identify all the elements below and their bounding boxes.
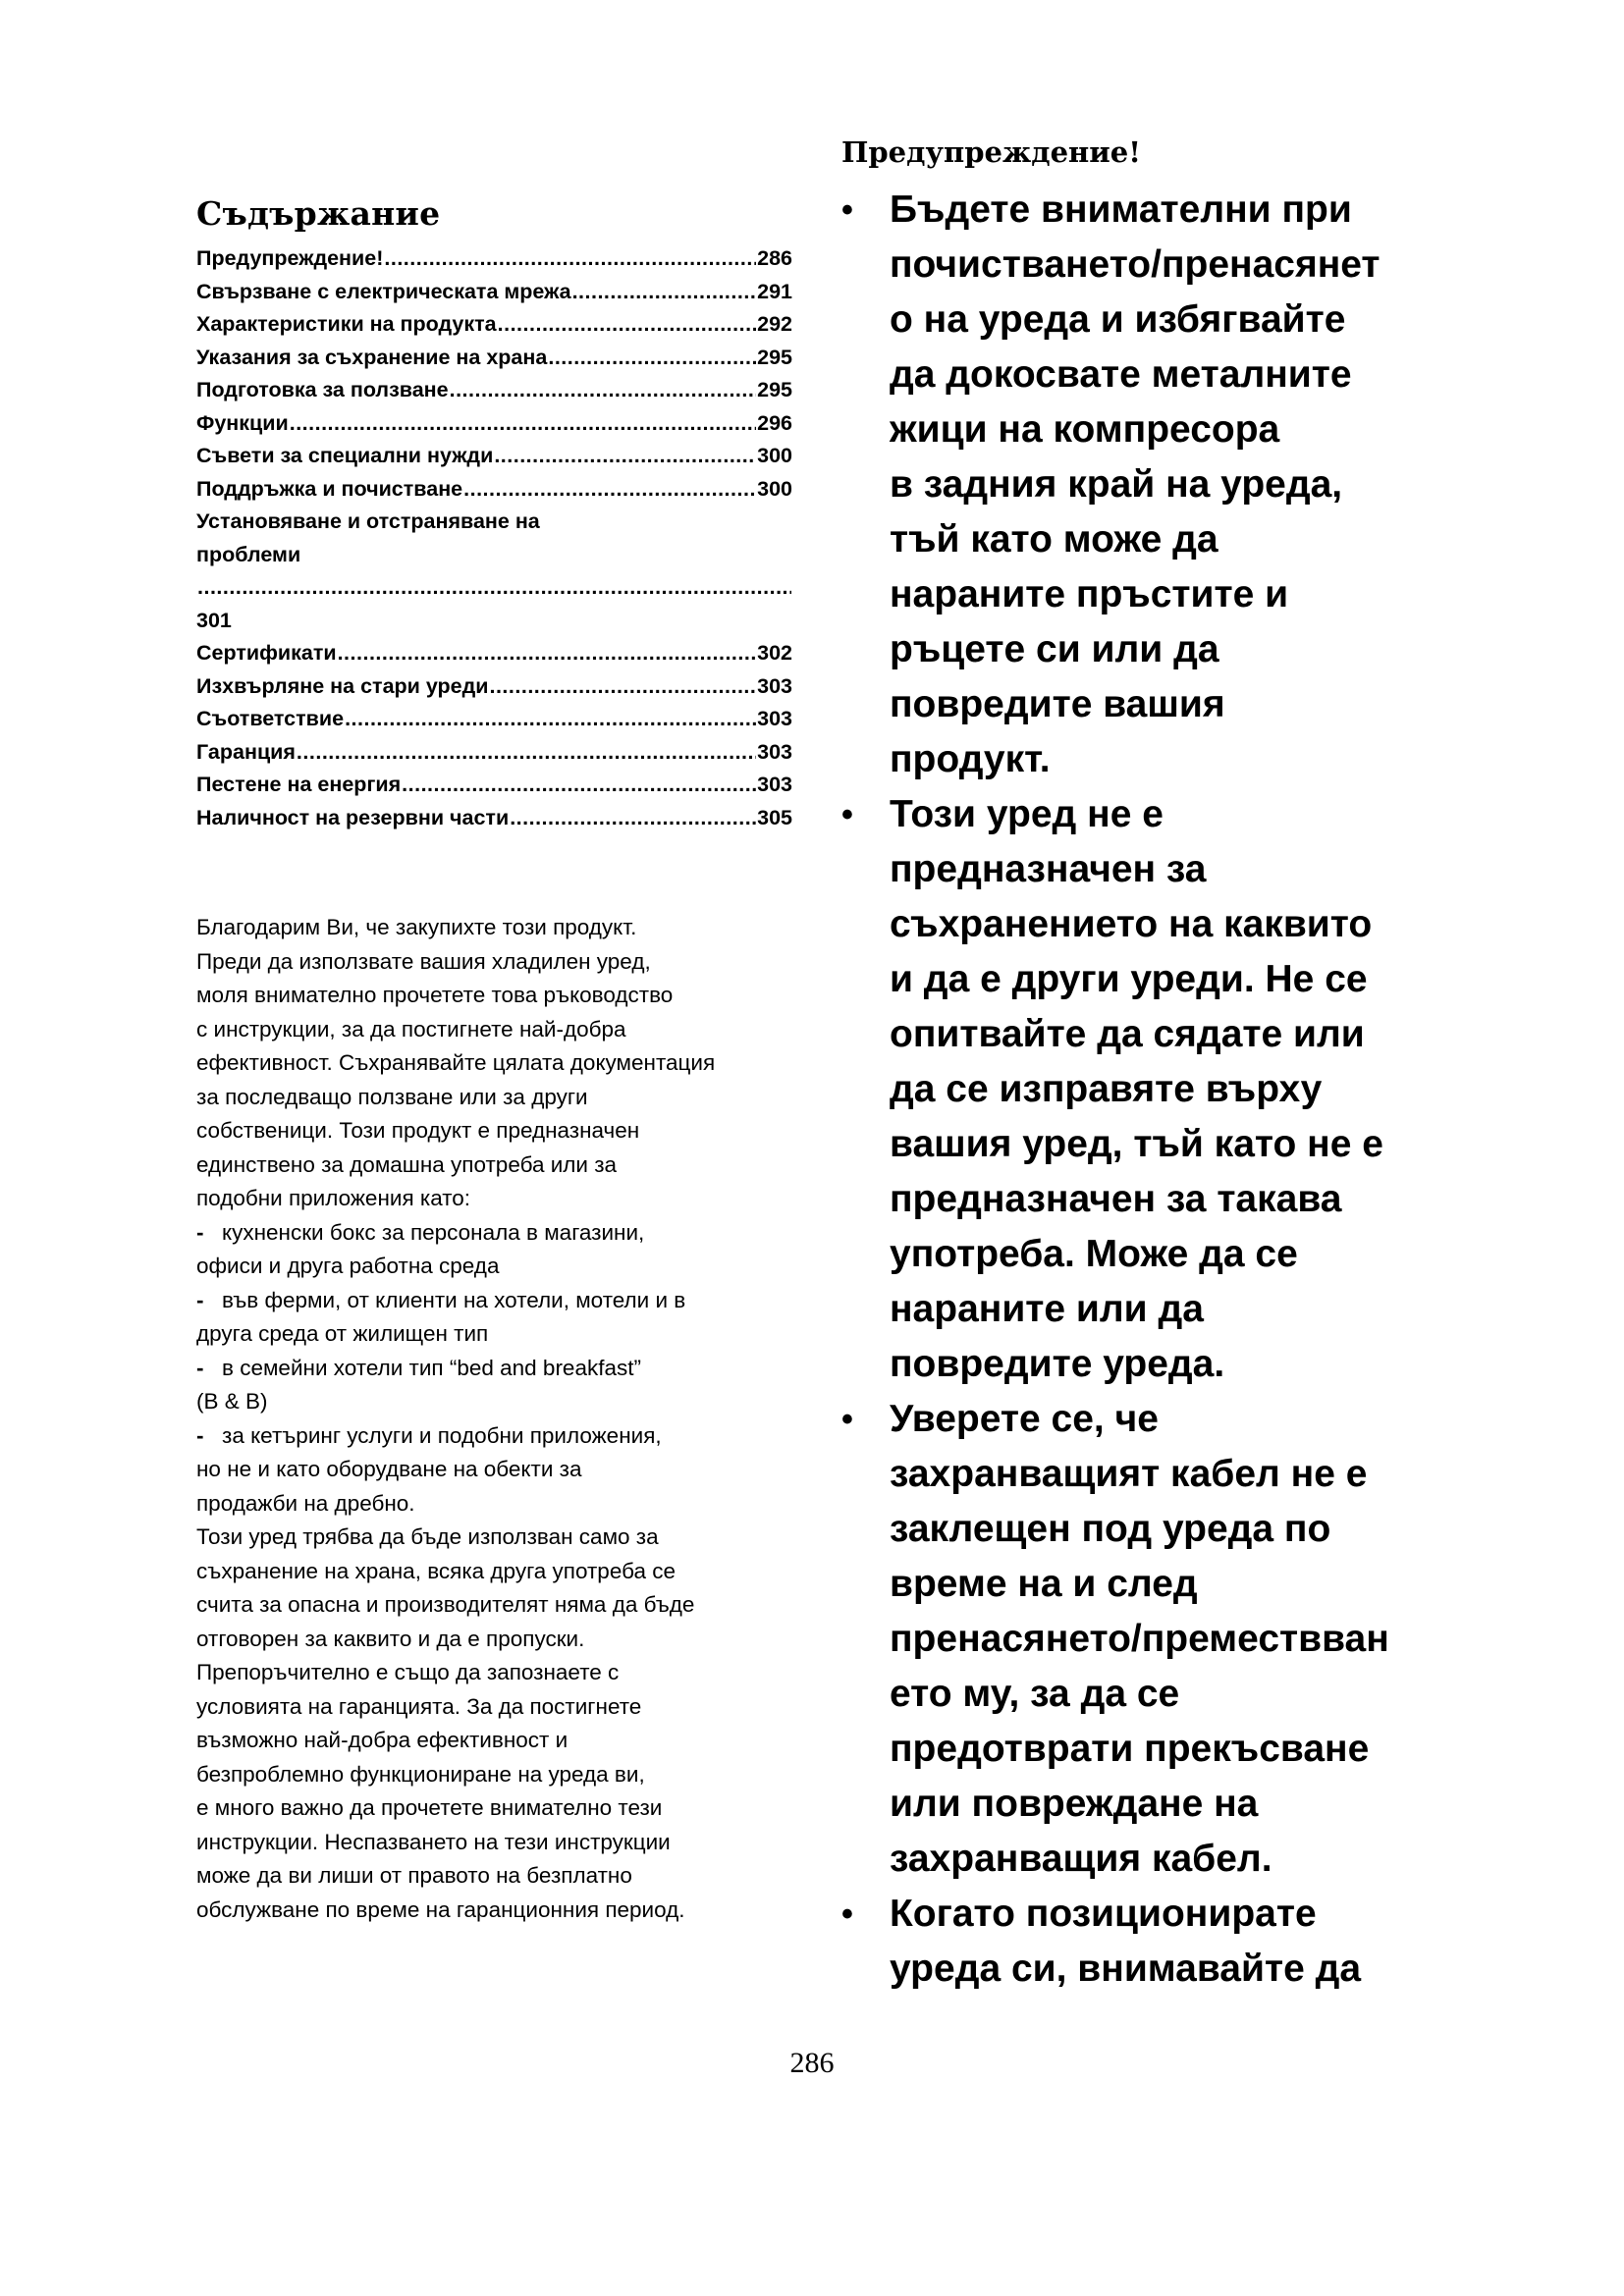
warning-line: да се изправяте върху <box>890 1068 1323 1110</box>
warning-line: предотврати прекъсване <box>890 1728 1370 1770</box>
toc-leader-dots <box>498 308 756 342</box>
dash-item-rest: друга среда от жилищен тип <box>196 1321 489 1346</box>
intro-line: Благодарим Ви, че закупихте този продукт. <box>196 915 637 939</box>
toc-title: Съдържание <box>196 194 441 233</box>
warning-item <box>841 183 1470 787</box>
intro-line: Преди да използвате вашия хладилен уред, <box>196 948 651 974</box>
toc-leader-dots <box>463 473 756 507</box>
intro-line: единствено за домашна употреба или за <box>196 1151 618 1177</box>
toc-entry-page: 303 <box>757 739 792 764</box>
warning-line: захранващият кабел не е <box>890 1453 1368 1495</box>
warning-line: съхранението на каквито <box>890 903 1373 945</box>
warning-line: опитвайте да сядате или <box>890 1013 1365 1055</box>
toc-entry-page: 305 <box>757 805 792 829</box>
toc-leader-dots <box>338 637 757 670</box>
dash-item-first: в семейни хотели тип “bed and breakfast” <box>222 1355 641 1380</box>
warning-line: жици на компресора <box>890 408 1280 451</box>
intro-line: за последващо ползване или за други <box>196 1084 588 1109</box>
toc-leader-dots <box>489 670 756 704</box>
dash-bullet: - <box>196 1219 204 1245</box>
intro-line: с инструкции, за да постигнете най-добра <box>196 1016 626 1041</box>
toc-entry-page: 302 <box>757 641 792 665</box>
toc-entry-label: Свързване с електрическата мрежа <box>196 279 571 303</box>
warning-line: о на уреда и избягвайте <box>890 298 1346 341</box>
intro-closing-line: безпроблемно функциониране на уреда ви, <box>196 1761 645 1787</box>
toc-entry[interactable] <box>196 736 792 770</box>
dash-item-rest: но не и като оборудване на обекти за продажби на дребно. <box>196 1457 582 1516</box>
toc-entry[interactable] <box>196 506 792 637</box>
toc-entry-label: Подготовка за ползване <box>196 378 449 401</box>
toc-entry-label: Изхвърляне на стари уреди <box>196 673 489 698</box>
warning-line: уреда си, внимавайте да <box>890 1948 1362 1990</box>
toc-entry-label: Функции <box>196 410 289 435</box>
intro-closing-line: може да ви лиши от правото на безплатно <box>196 1863 632 1888</box>
toc-entry-page: 296 <box>757 410 792 435</box>
dash-bullet: - <box>196 1287 204 1312</box>
warning-line: повредите вашия <box>890 683 1225 725</box>
warning-line: употреба. Може да се <box>890 1233 1298 1275</box>
toc-leader-dots <box>510 802 756 835</box>
intro-dash-item <box>196 1419 835 1454</box>
toc-entry-label: Пестене на енергия <box>196 773 402 796</box>
dash-bullet: - <box>196 1422 204 1448</box>
warning-list <box>841 183 1470 1997</box>
warning-line: ето му, за да се <box>890 1673 1180 1715</box>
intro-dash-item <box>196 1216 835 1251</box>
intro-line: ефективност. Съхранявайте цялата документация <box>196 1050 716 1075</box>
warning-item <box>841 787 1470 1392</box>
intro-text <box>196 911 835 1927</box>
dash-item-first: във ферми, от клиенти на хотели, мотели и в <box>222 1287 686 1312</box>
intro-closing-line: счита за опасна и производителят няма да бъде <box>196 1592 695 1617</box>
toc-entry-page: 295 <box>757 378 792 401</box>
warning-line: захранващия кабел. <box>890 1838 1272 1880</box>
toc-entry-label: Сертификати <box>196 641 337 665</box>
toc-entry[interactable] <box>196 802 792 835</box>
toc-entry-page: 295 <box>757 345 792 369</box>
warning-item <box>841 1887 1470 1997</box>
warning-line: почистването/пренасянет <box>890 243 1380 286</box>
warning-line: нараните или да <box>890 1288 1204 1330</box>
intro-closing-line: инструкции. Неспазването на тези инструкции <box>196 1829 671 1854</box>
toc-leader-dots <box>572 276 757 309</box>
toc-entry-label: Поддръжка и почистване <box>196 476 463 501</box>
toc-entry-label: Съответствие <box>196 707 345 730</box>
left-column <box>196 194 825 1927</box>
toc-leader-dots <box>450 374 757 407</box>
toc-entry-label: Наличност на резервни части <box>196 805 510 829</box>
toc-leader-dots <box>402 769 756 802</box>
toc-entry[interactable] <box>196 473 792 507</box>
toc-entry-page: 292 <box>757 312 792 336</box>
intro-closing-line: Този уред трябва да бъде използван само за <box>196 1524 659 1549</box>
dash-item-rest: (B & B) <box>196 1389 268 1414</box>
intro-dash-item <box>196 1284 835 1318</box>
page-number: 286 <box>789 2047 835 2079</box>
dash-item-rest: офиси и друга работна среда <box>196 1254 500 1278</box>
intro-closing-line: възможно най-добра ефективност и <box>196 1728 568 1752</box>
toc-entry[interactable] <box>196 242 792 276</box>
toc-entry[interactable] <box>196 276 792 309</box>
toc-entry[interactable] <box>196 440 792 473</box>
toc-leader-dots <box>297 736 756 770</box>
warning-line: вашия уред, тъй като не е <box>890 1123 1383 1165</box>
warning-item <box>841 1392 1470 1887</box>
toc-entry-label: Предупреждение! <box>196 246 384 270</box>
toc-entry[interactable] <box>196 637 792 670</box>
table-of-contents <box>196 242 792 834</box>
warning-line: време на и след <box>890 1563 1198 1605</box>
toc-entry-label: Съвети за специални нужди <box>196 444 494 467</box>
toc-leader-dots <box>290 407 756 441</box>
toc-entry-label: проблеми <box>196 542 301 566</box>
toc-entry-page: 303 <box>757 707 792 730</box>
warning-line: заклещен под уреда по <box>890 1508 1331 1550</box>
toc-leader-dots <box>384 242 756 276</box>
warning-line: тъй като може да <box>890 518 1218 561</box>
toc-entry-page: 303 <box>757 673 792 698</box>
intro-closing-line: е много важно да прочетете внимателно тези <box>196 1795 663 1820</box>
warning-line: продукт. <box>890 738 1051 780</box>
dash-bullet: - <box>196 1355 204 1380</box>
toc-entry-page: 291 <box>757 279 792 303</box>
intro-closing-line: отговорен за каквито и да е пропуски. <box>196 1626 585 1651</box>
warning-line: Този уред не е <box>890 793 1164 835</box>
toc-leader-dots <box>345 703 756 736</box>
toc-entry-label: Гаранция <box>196 739 296 764</box>
intro-dash-item <box>196 1352 835 1386</box>
warning-heading: Предупреждение! <box>841 135 1141 169</box>
toc-entry[interactable] <box>196 769 792 802</box>
intro-line: собственици. Този продукт е предназначен <box>196 1118 640 1143</box>
intro-closing-line: Препоръчително е също да запознаете с <box>196 1660 620 1684</box>
warning-line: в задния край на уреда, <box>890 463 1343 506</box>
toc-leader-dots <box>197 571 791 605</box>
warning-line: предназначен за такава <box>890 1178 1342 1220</box>
warning-line: Когато позиционирате <box>890 1893 1317 1935</box>
warning-line: и да е други уреди. Не се <box>890 958 1368 1000</box>
toc-entry[interactable] <box>196 407 792 441</box>
toc-entry-page: 303 <box>757 773 792 796</box>
toc-entry-label-first: Установяване и отстраняване на <box>196 509 540 533</box>
dash-item-first: кухненски бокс за персонала в магазини, <box>222 1219 645 1245</box>
toc-leader-dots <box>494 440 756 473</box>
warning-line: или повреждане на <box>890 1783 1259 1825</box>
intro-line: подобни приложения като: <box>196 1186 471 1210</box>
toc-entry-page: 300 <box>757 476 792 501</box>
toc-entry-page: 300 <box>757 444 792 467</box>
warning-line: Бъдете внимателни при <box>890 188 1352 231</box>
toc-entry-page: 301 <box>196 608 232 632</box>
right-column <box>841 135 1470 1997</box>
intro-line: моля внимателно прочетете това ръководство <box>196 983 674 1007</box>
toc-entry-label: Характеристики на продукта <box>196 312 497 336</box>
bullet-icon: • <box>841 796 853 833</box>
warning-line: Уверете се, че <box>890 1398 1159 1440</box>
intro-closing-line: обслужване по време на гаранционния период. <box>196 1896 685 1922</box>
bullet-icon: • <box>841 1896 853 1933</box>
toc-entry-page: 286 <box>757 246 792 270</box>
intro-closing-line: съхранение на храна, всяка друга употреба се <box>196 1558 676 1583</box>
toc-entry[interactable] <box>196 308 792 342</box>
toc-entry[interactable] <box>196 342 792 375</box>
toc-leader-dots <box>548 342 756 375</box>
warning-line: да докосвате металните <box>890 353 1352 396</box>
toc-entry[interactable] <box>196 374 792 407</box>
bullet-icon: • <box>841 191 853 229</box>
warning-line: предназначен за <box>890 848 1207 890</box>
dash-item-first: за кетъринг услуги и подобни приложения, <box>222 1422 662 1448</box>
intro-closing-line: условията на гаранцията. За да постигнете <box>196 1693 642 1719</box>
warning-line: нараните пръстите и <box>890 573 1289 615</box>
toc-entry[interactable] <box>196 670 792 704</box>
warning-line: пренасянето/премествван <box>890 1618 1389 1660</box>
bullet-icon: • <box>841 1401 853 1438</box>
toc-entry-label: Указания за съхранение на храна <box>196 345 548 369</box>
warning-line: повредите уреда. <box>890 1343 1225 1385</box>
warning-line: ръцете си или да <box>890 628 1219 670</box>
toc-entry[interactable] <box>196 703 792 736</box>
